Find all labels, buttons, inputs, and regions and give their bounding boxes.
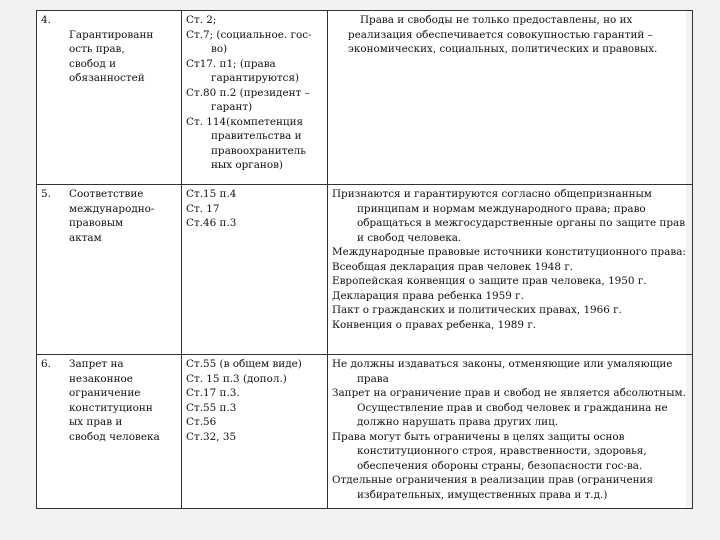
description-paragraph: Отдельные ограничения в реализации прав (ограничения избирательных, имущественных права и т.д.)	[332, 474, 654, 501]
article-ref: Ст. 114(компетенция правительства и правоохранитель ных органов)	[186, 115, 306, 171]
row-number: 6.	[41, 358, 51, 370]
row-number: 5.	[41, 188, 51, 200]
topic-line: актам	[69, 231, 102, 244]
topic-line: ограничение	[69, 387, 141, 399]
description-paragraph: Конвенция о правах ребенка, 1989 г.	[332, 318, 537, 331]
row-articles-cell	[182, 355, 328, 509]
topic-line: Запрет на	[69, 358, 124, 370]
row-description-cell	[328, 185, 693, 355]
article-ref: Ст. 17	[186, 202, 220, 215]
article-ref: Ст.55 (в общем виде)	[186, 358, 302, 370]
description-paragraph: Европейская конвенция о защите прав человека, 1950 г.	[332, 275, 647, 287]
article-ref: Ст.46 п.3	[186, 217, 237, 229]
row-topic-cell	[37, 355, 182, 509]
topic-line: незаконное	[69, 372, 133, 385]
row-description-cell	[328, 11, 693, 185]
description-paragraph: Не должны издаваться законы, отменяющие или умаляющие права	[332, 358, 673, 385]
description-paragraph: Всеобщая декларация прав человек 1948 г.	[332, 260, 574, 273]
description-paragraph: Запрет на ограничение прав и свобод не является абсолютным. Осуществление прав и свобод человек и гражданина не должно нарушать права других лиц.	[332, 387, 686, 428]
article-ref: Ст. 15 п.3 (допол.)	[186, 372, 287, 385]
article-ref: Ст.32, 35	[186, 430, 237, 443]
topic-line: международно-	[69, 202, 155, 215]
topic-line: ость прав,	[69, 43, 125, 55]
table-row	[37, 355, 693, 509]
row-articles-cell	[182, 11, 328, 185]
description-paragraph: Права могут быть ограничены в целях защиты основ конституционного строя, нравственности, здоровья, обеспечения обороны страны, безопасности гос-ва.	[332, 430, 647, 472]
row-topic-cell	[37, 11, 182, 185]
article-ref: Ст17. п1; (права гарантируются)	[186, 57, 300, 84]
table-row	[37, 185, 693, 355]
description-paragraph: Пакт о гражданских и политических правах, 1966 г.	[332, 304, 622, 316]
row-number: 4.	[41, 14, 51, 26]
article-ref: Ст.56	[186, 416, 217, 428]
row-topic-cell	[37, 185, 182, 355]
article-ref: Ст.80 п.2 (президент – гарант)	[186, 86, 310, 113]
table-row	[37, 11, 693, 185]
description-paragraph: Права и свободы не только предоставлены, но их реализация обеспечивается совокупностью гарантий –экономических, социальных, политических и правовых.	[348, 14, 658, 55]
topic-line: правовым	[69, 217, 124, 229]
rights-guarantees-table	[36, 10, 693, 509]
document-page	[36, 10, 686, 508]
row-description-cell	[328, 355, 693, 509]
topic-line: Гарантированн	[69, 28, 154, 41]
article-ref: Ст.15 п.4	[186, 188, 237, 200]
article-ref: Ст.17 п.3.	[186, 387, 240, 399]
article-ref: Ст.7; (социальное. гос-во)	[186, 28, 312, 55]
topic-line: Соответствие	[69, 188, 144, 200]
description-paragraph: Признаются и гарантируются согласно общепризнанным принципам и нормам международного права; право обращаться в межгосударственные органы по защите прав и свобод человека.	[332, 188, 686, 244]
topic-line: свобод и	[69, 57, 117, 70]
topic-line: ых прав и	[69, 416, 123, 428]
article-ref: Ст. 2;	[186, 14, 217, 26]
topic-line: обязанностей	[69, 72, 145, 84]
article-ref: Ст.55 п.3	[186, 401, 237, 414]
row-articles-cell	[182, 185, 328, 355]
topic-line: конституционн	[69, 401, 153, 414]
topic-line: свобод человека	[69, 430, 160, 443]
description-paragraph: Декларация права ребенка 1959 г.	[332, 289, 524, 302]
description-paragraph: Международные правовые источники конституционного права:	[332, 246, 686, 258]
